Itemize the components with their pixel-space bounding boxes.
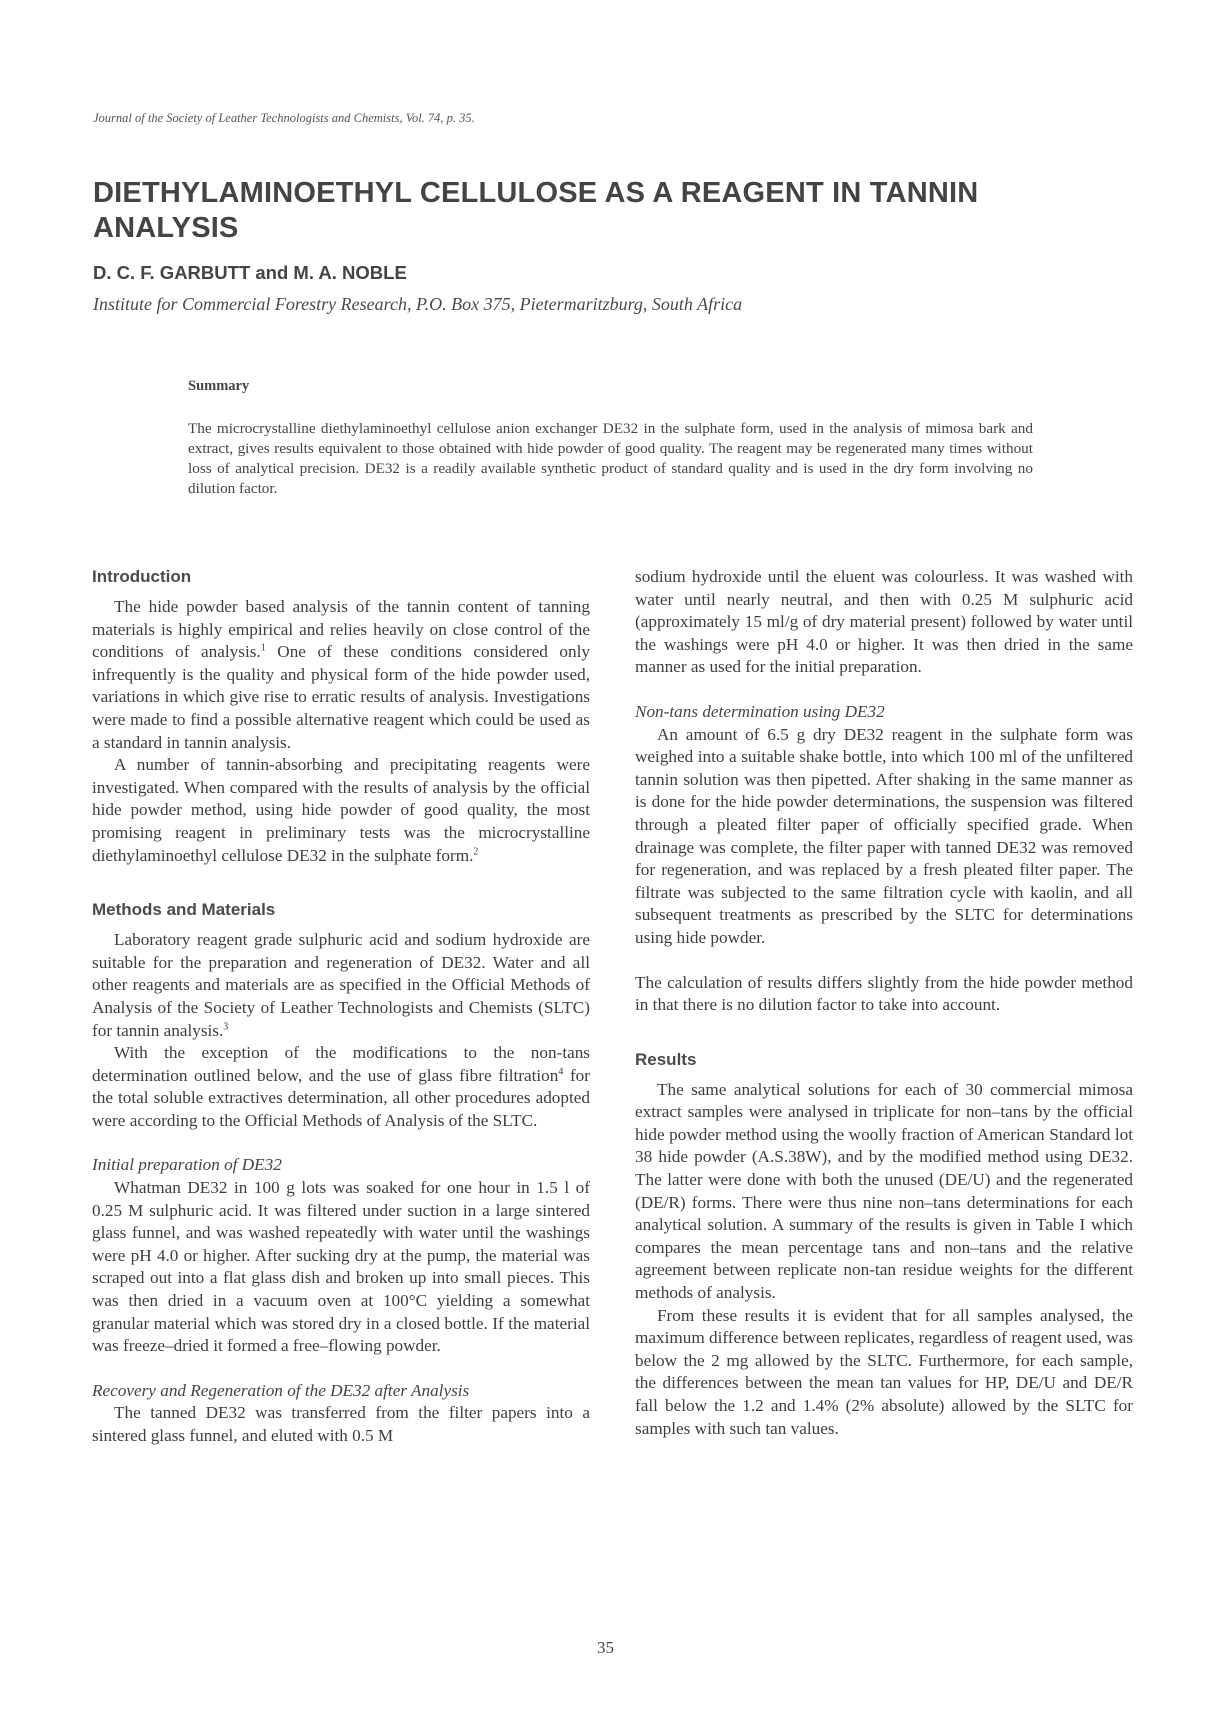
methods-heading: Methods and Materials (92, 900, 276, 920)
calculation-text: The calculation of results differs slightly from the hide powder method in that there is no dilution factor to take into account. (635, 972, 1133, 1015)
methods-p1-text: Laboratory reagent grade sulphuric acid and sodium hydroxide are suitable for the preparation and regeneration of DE32. Water and all other reagents and materials are as specified in the Official Methods of Analysis of the Society of Leather Technologists and Chemists (SLTC) for tannin analysis. (92, 930, 590, 1040)
reference-marker: 2 (473, 845, 479, 857)
reference-marker: 1 (260, 642, 266, 654)
methods-p2-cont: for the total soluble extractives determination, all other procedures adopted were according to the Official Methods of Analysis of the SLTC. (92, 1065, 590, 1130)
results-paragraph-1: The same analytical solutions for each of 30 commercial mimosa extract samples were analysed in triplicate for non–tans by the official hide powder method using the woolly fraction of American Standard lot 38 hide powder (A.S.38W), and by the modified method using DE32. The latter were done with both the unused (DE/U) and the regenerated (DE/R) forms. There were thus nine non–tans determinations for each analytical solution. A summary of the results is given in Table I which compares the mean percentage tans and non–tans and the relative agreement between replicate non-tan residue weights for the different methods of analysis. (635, 1079, 1133, 1303)
introduction-paragraph-2 (92, 754, 590, 867)
intro-p2-text: A number of tannin-absorbing and precipitating reagents were investigated. When compared with the results of analysis by the official hide powder method, using hide powder of good quality, the most promising reagent in preliminary tests was the microcrystalline diethylaminoethyl cellulose DE32 in the sulphate form. (92, 755, 590, 865)
journal-citation: Journal of the Society of Leather Technologists and Chemists, Vol. 74, p. 35. (93, 111, 475, 125)
intro-p1-cont: One of these conditions considered only infrequently is the quality and physical form of the hide powder used, variations in which give rise to erratic results of analysis. Investigations were made to find a possible alternative reagent which could be used as a standard in tannin analysis. (92, 642, 590, 752)
nontans-text: An amount of 6.5 g dry DE32 reagent in the sulphate form was weighed into a suitable shake bottle, into which 100 ml of the unfiltered tannin solution was then pipetted. After shaking in the same manner as is done for the hide powder determinations, the suspension was filtered through a pleated filter paper of officially specified grade. When drainage was complete, the filter paper with tanned DE32 was removed for regeneration, and was replaced by a fresh pleated filter paper. The filtrate was subjected to the same filtration cycle with kaolin, and all subsequent treatments as prescribed by the SLTC for determinations using hide powder. (635, 724, 1133, 947)
nontans-heading: Non-tans determination using DE32 (635, 701, 885, 721)
summary-text: The microcrystalline diethylaminoethyl cellulose anion exchanger DE32 in the sulphate form, used in the analysis of mimosa bark and extract, gives results equivalent to those obtained with hide powder of good quality. The reagent may be regenerated many times without loss of analytical precision. DE32 is a readily available synthetic product of standard quality and is used in the dry form involving no dilution factor. (188, 420, 1033, 497)
article-title: DIETHYLAMINOETHYL CELLULOSE AS A REAGENT IN TANNIN ANALYSIS (93, 177, 979, 244)
initial-preparation-text: Whatman DE32 in 100 g lots was soaked for one hour in 1.5 l of 0.25 M sulphuric acid. It was filtered under suction in a large sintered glass funnel, and was washed repeatedly with water until the washings were pH 4.0 or higher. After sucking dry at the pump, the material was scraped out into a flat glass dish and broken up into small pieces. This was then dried in a vacuum oven at 100°C yielding a somewhat granular material which was stored dry in a closed bottle. If the material was freeze–dried it formed a free–flowing powder. (92, 1178, 590, 1356)
initial-preparation-heading: Initial preparation of DE32 (92, 1155, 282, 1175)
recovery-text-continued: sodium hydroxide until the eluent was colourless. It was washed with water until nearly neutral, and then with 0.25 M sulphuric acid (approximately 15 ml/g of dry material present) followed by water until the washings were pH 4.0 or higher. It was then dried in the same manner as used for the initial preparation. (635, 567, 1133, 677)
recovery-heading: Recovery and Regeneration of the DE32 after Analysis (92, 1380, 470, 1400)
reference-marker: 4 (558, 1065, 564, 1077)
left-column (92, 566, 590, 1448)
recovery-text: The tanned DE32 was transferred from the filter papers into a sintered glass funnel, and eluted with 0.5 M (92, 1403, 590, 1445)
results-paragraph-2: From these results it is evident that for all samples analysed, the maximum difference between replicates, regardless of reagent used, was below the 2 mg allowed by the SLTC. Furthermore, for each sample, the differences between the mean tan values for HP, DE/U and DE/R fall below the 1.2 and 1.4% (2% absolute) allowed by the SLTC for samples with such tan values. (635, 1305, 1133, 1438)
summary-heading: Summary (188, 378, 250, 394)
introduction-heading: Introduction (92, 567, 192, 586)
article-authors: D. C. F. GARBUTT and M. A. NOBLE (93, 262, 407, 283)
right-column (635, 566, 1133, 1440)
page-number: 35 (597, 1638, 614, 1657)
reference-marker: 3 (223, 1020, 229, 1032)
results-heading: Results (635, 1049, 697, 1069)
methods-p2-text: With the exception of the modifications to the non-tans determination outlined below, and the use of glass fibre filtration (92, 1043, 590, 1085)
intro-p1-text: The hide powder based analysis of the tannin content of tanning materials is highly empirical and relies heavily on close control of the conditions of analysis. (92, 597, 590, 662)
introduction-paragraph-1 (92, 596, 590, 754)
methods-paragraph-1 (92, 929, 590, 1042)
methods-paragraph-2 (92, 1042, 590, 1132)
author-affiliation: Institute for Commercial Forestry Research, P.O. Box 375, Pietermaritzburg, South Africa (93, 294, 743, 314)
